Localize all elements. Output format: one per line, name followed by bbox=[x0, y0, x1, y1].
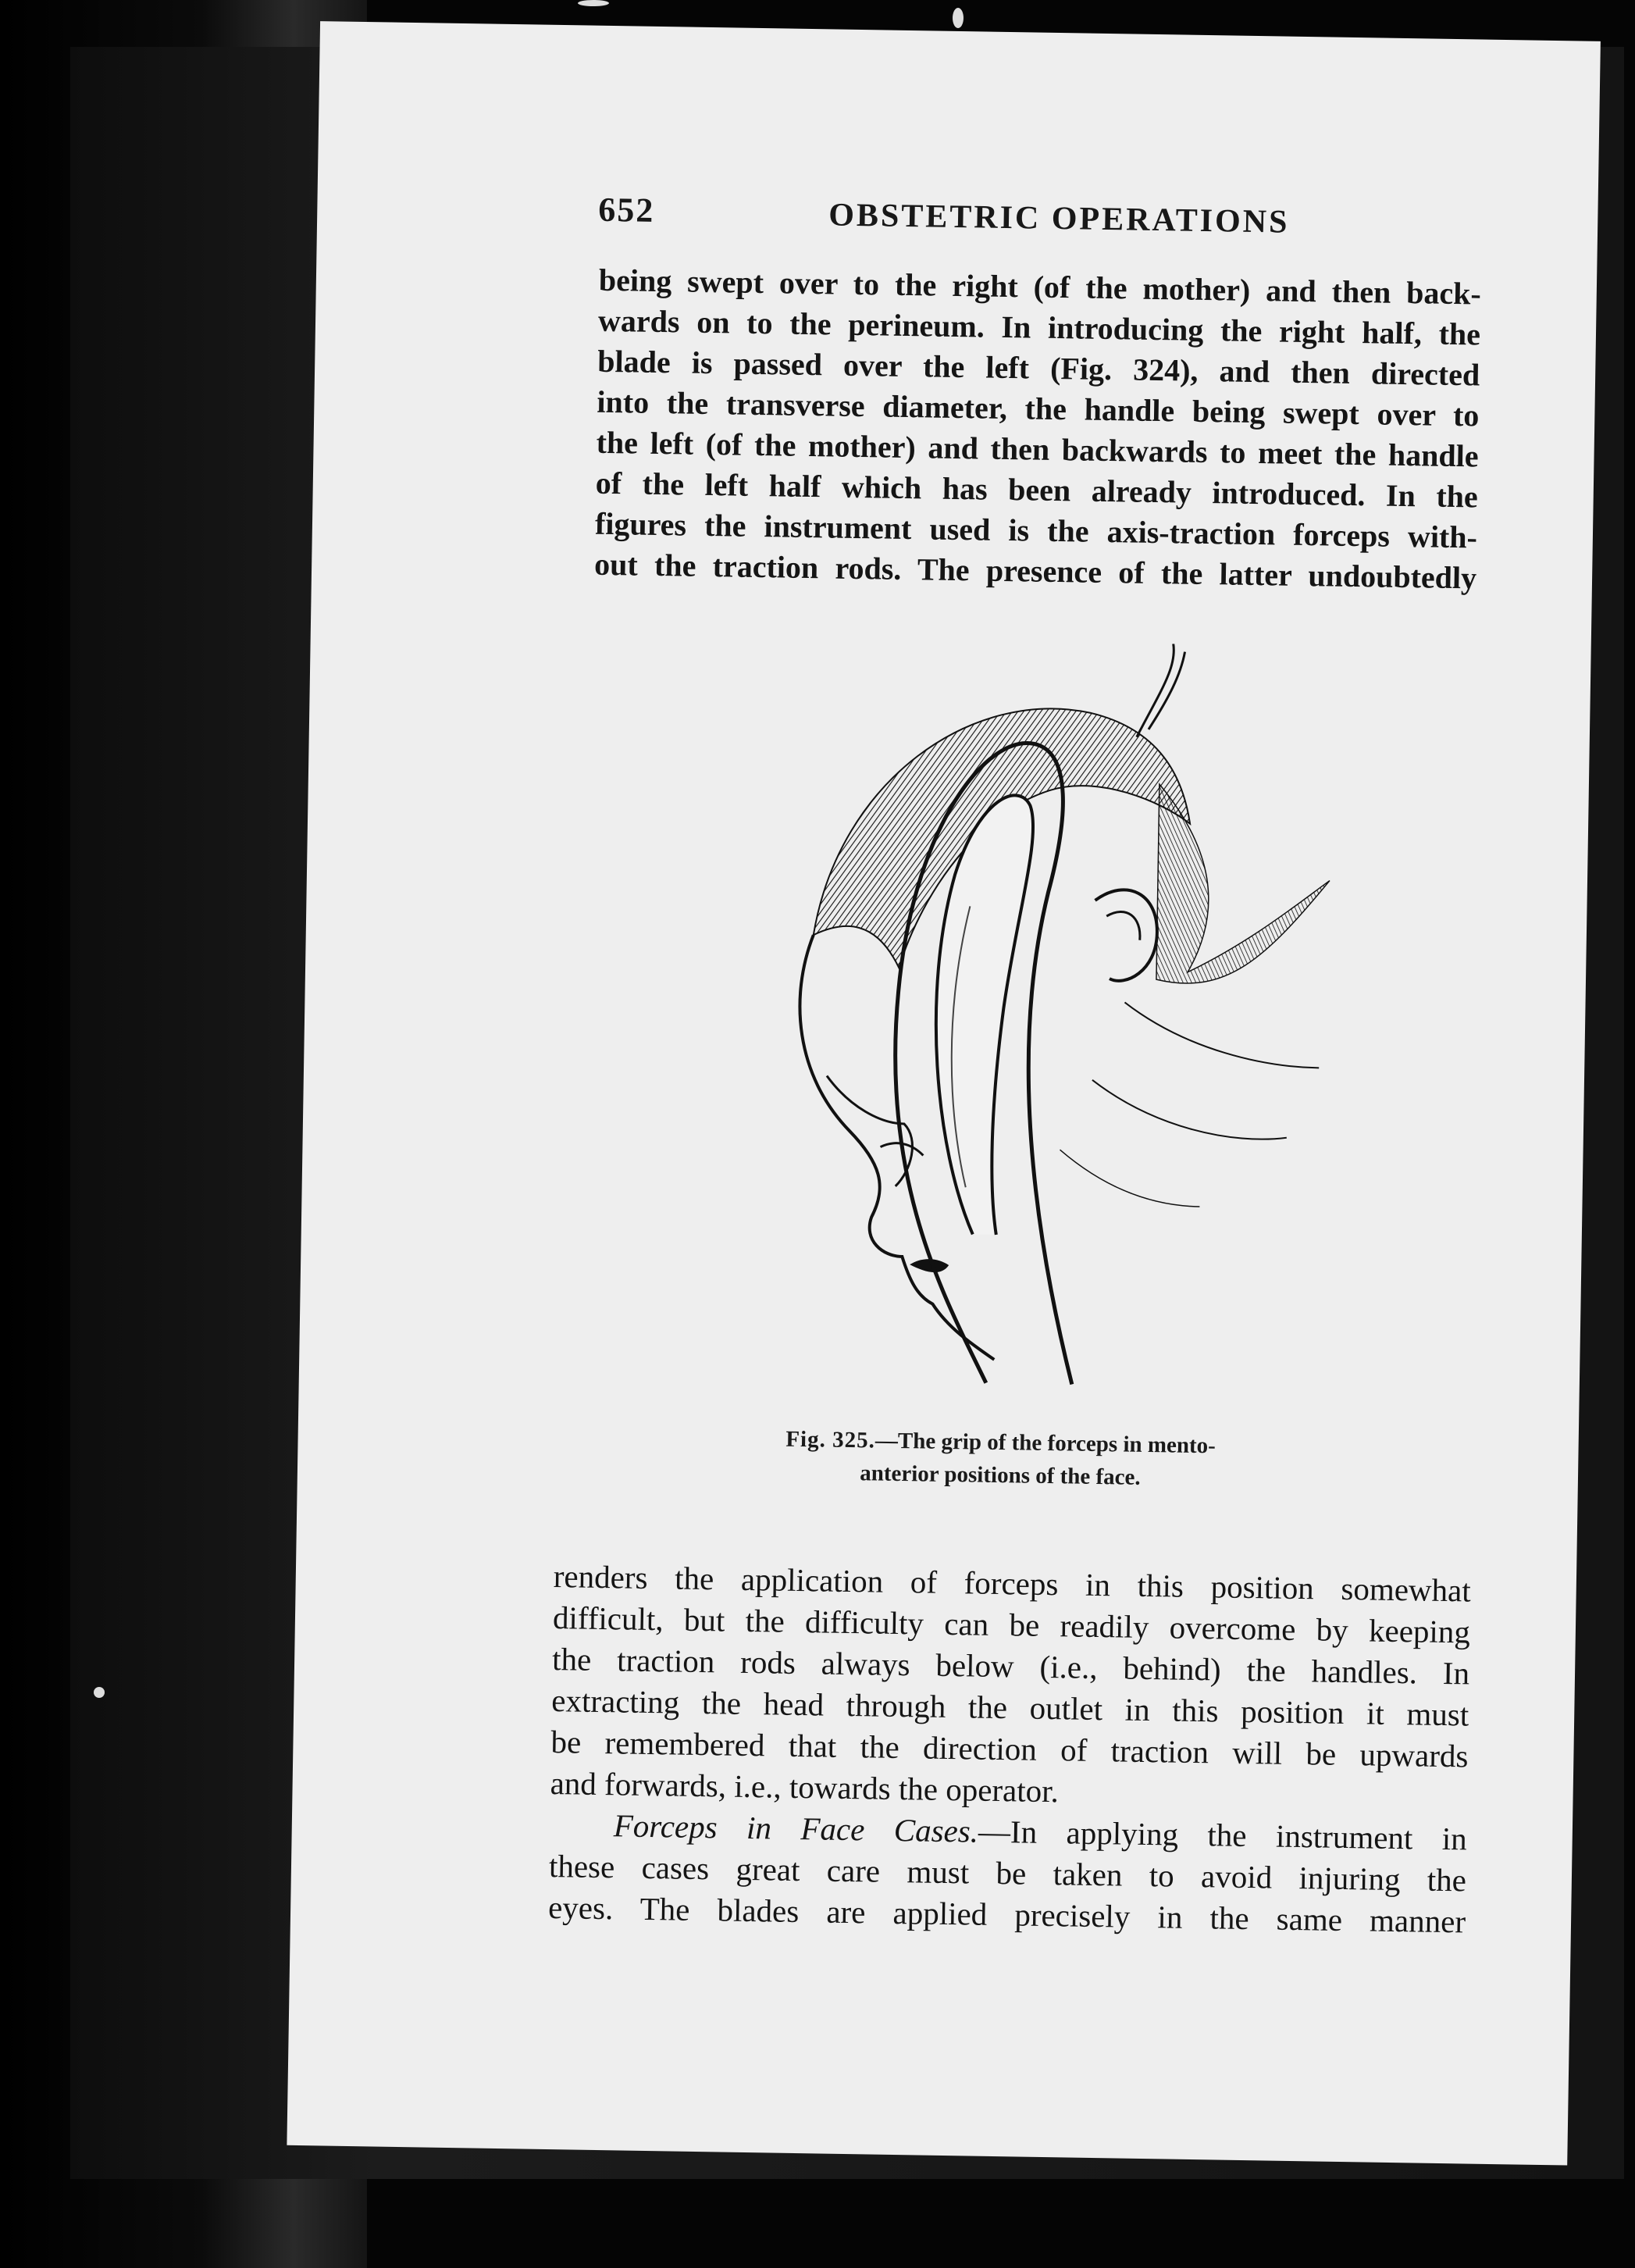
bottom-paragraph bbox=[548, 1556, 1471, 1942]
running-title: OBSTETRIC OPERATIONS bbox=[828, 197, 1290, 241]
dust-speck bbox=[94, 1687, 105, 1698]
text-line: difficult, but the difficulty can be readily overcome by keeping bbox=[552, 1599, 1471, 1650]
caption-label: Fig. 325. bbox=[785, 1426, 876, 1453]
dust-speck bbox=[953, 8, 964, 28]
text-line: into the transverse diameter, the handle being swept over to bbox=[597, 383, 1480, 433]
top-paragraph bbox=[594, 260, 1481, 599]
text-line: out the traction rods. The presence of the latter undoubtedly bbox=[593, 546, 1477, 596]
caption-text-2: anterior positions of the face. bbox=[859, 1460, 1141, 1490]
text-line: the traction rods always below (i.e., behind) the handles. In bbox=[551, 1641, 1470, 1692]
figure-caption bbox=[672, 1421, 1329, 1496]
text-line: figures the instrument used is the axis-traction forceps with- bbox=[594, 505, 1478, 555]
page-number: 652 bbox=[597, 190, 655, 230]
dust-speck bbox=[578, 0, 609, 6]
text-line: extracting the head through the outlet in this position it must bbox=[551, 1682, 1469, 1733]
text-line: and forwards, i.e., towards the operator. bbox=[550, 1765, 1060, 1810]
forceps-illustration bbox=[713, 637, 1349, 1396]
text-line: renders the application of forceps in this position somewhat bbox=[553, 1558, 1472, 1609]
text-line: of the left half which has been already introduced. In the bbox=[595, 465, 1479, 515]
text-line: these cases great care must be taken to avoid injuring the bbox=[548, 1848, 1467, 1899]
caption-text: —The grip of the forceps in mento- bbox=[874, 1428, 1216, 1459]
book-page bbox=[287, 21, 1601, 2165]
text-line: being swept over to the right (of the mother) and then back- bbox=[598, 262, 1482, 312]
text-line: blade is passed over the left (Fig. 324), and then directed bbox=[597, 343, 1480, 393]
text-line: be remembered that the direction of traction will be upwards bbox=[550, 1724, 1469, 1774]
text-line: the left (of the mother) and then backwards to meet the handle bbox=[596, 424, 1479, 474]
face-cases-heading: Forceps in Face Cases. bbox=[613, 1807, 979, 1849]
text-line: wards on to the perineum. In introducing the right half, the bbox=[597, 302, 1481, 352]
text-line: eyes. The blades are applied precisely in the same manner bbox=[547, 1889, 1466, 1940]
page-header bbox=[598, 190, 1473, 251]
text-fragment: —In applying the instrument in bbox=[978, 1813, 1468, 1857]
